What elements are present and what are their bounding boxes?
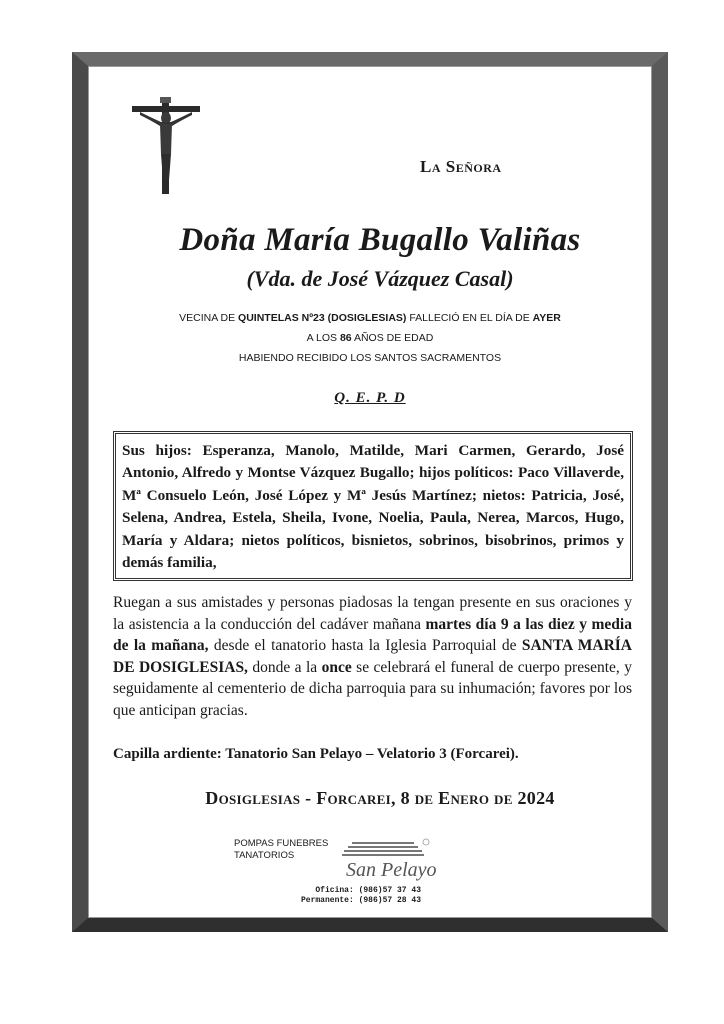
sacraments-line: HABIENDO RECIBIDO LOS SANTOS SACRAMENTOS xyxy=(238,352,502,364)
tanatorios-line: TANATORIOS xyxy=(234,850,295,861)
permanent-phone: Permanente: (986)57 28 43 xyxy=(300,896,421,905)
dateline: Dosiglesias - Forcarei, 8 de Enero de 2024 xyxy=(205,788,555,808)
residence-line: VECINA DE QUINTELAS Nº23 (DOSIGLESIAS) FALLECIÓ EN EL DÍA DE AYER xyxy=(179,312,561,324)
pompas-line: POMPAS FUNEBRES xyxy=(234,838,329,849)
contact-numbers xyxy=(255,886,421,906)
deceased-name: Doña María Bugallo Valiñas xyxy=(179,222,581,258)
family-text: Sus hijos: Esperanza, Manolo, Matilde, Mari Carmen, Gerardo, José Antonio, Alfredo y Montse Vázquez Bugallo; hijos políticos: Paco Villaverde, Mª Consuelo León, José López y Mª Jesús Martínez; nietos: Patricia, José, Selena, Andrea, Estela, Sheila, Ivone, Noelia, Paula, Nerea, Marcos, Hugo, María y Aldara; nietos políticos, bisnietos, sobrinos, bisobrinos, primos y demás familia, xyxy=(122,442,624,572)
svg-text:San Pelayo: San Pelayo xyxy=(346,859,437,881)
san-pelayo-logo xyxy=(338,836,438,884)
funeral-home-label xyxy=(234,838,354,862)
crucifix-icon xyxy=(130,96,202,196)
age-line: A LOS 86 AÑOS DE EDAD xyxy=(306,332,434,344)
qepd-label: Q. E. P. D xyxy=(334,390,406,406)
capilla-ardiente: Capilla ardiente: Tanatorio San Pelayo – Velatorio 3 (Forcarei). xyxy=(113,746,519,762)
office-phone: Oficina: (986)57 37 43 xyxy=(315,886,421,895)
widow-of-line: (Vda. de José Vázquez Casal) xyxy=(246,266,514,291)
la-senora-heading: La Señora xyxy=(420,157,502,176)
family-box xyxy=(113,431,633,581)
request-paragraph: Ruegan a sus amistades y personas piadosas la tengan presente en sus oraciones y la asistencia a la conducción del cadáver mañana martes día 9 a las diez y media de la mañana, desde el tanatorio hasta la Iglesia Parroquial de SANTA MARÍA DE DOSIGLESIAS, donde a la once se celebrará el funeral de cuerpo presente, y seguidamente al cementerio de dicha parroquia para su inhumación; favores por los que anticipan gracias. xyxy=(113,594,632,719)
